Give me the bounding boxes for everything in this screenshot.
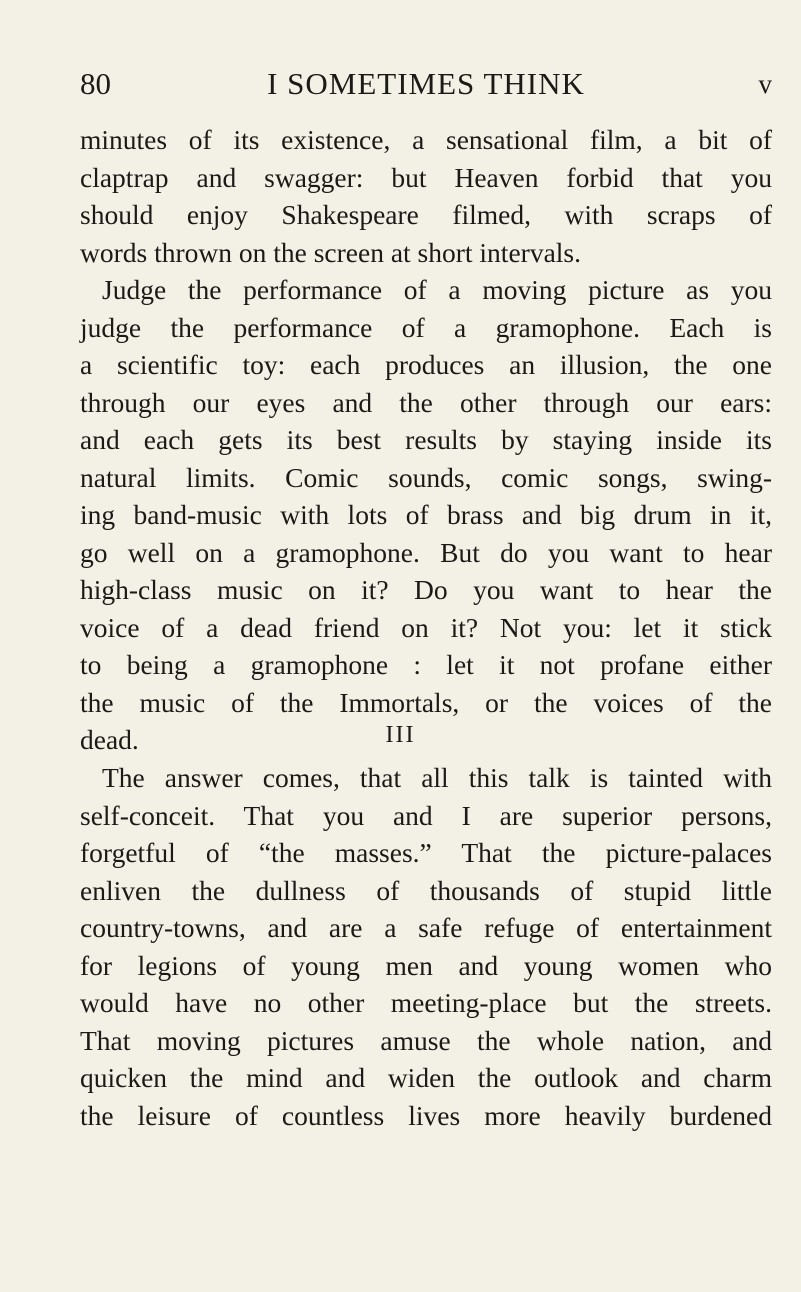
text-line: through our eyes and the other through our ears: <box>80 386 772 418</box>
section-heading: III <box>385 722 416 748</box>
text-line: the leisure of countless lives more heavily burdened <box>80 1099 772 1131</box>
text-line: natural limits. Comic sounds, comic songs, swing- <box>80 461 772 493</box>
text-line: quicken the mind and widen the outlook and charm <box>80 1062 772 1093</box>
text-line: enliven the dullness of thousands of stupid little <box>80 874 772 906</box>
text-line: go well on a gramophone. But do you want to hear <box>80 536 772 568</box>
text-line: the music of the Immortals, or the voices of the <box>80 686 772 718</box>
text-line: claptrap and swagger: but Heaven forbid that you <box>80 161 772 193</box>
text-line: ing band-music with lots of brass and big drum in it, <box>80 499 772 530</box>
section-mark: v <box>758 69 772 99</box>
text-line: Judge the performance of a moving picture as you <box>102 274 772 305</box>
text-line: high-class music on it? Do you want to hear the <box>80 574 772 605</box>
text-line: for legions of young men and young women who <box>80 949 772 981</box>
text-line: That moving pictures amuse the whole nation, and <box>80 1024 772 1056</box>
text-line: words thrown on the screen at short intervals. <box>80 236 581 268</box>
paragraph-block-2 <box>80 759 772 1134</box>
text-line: forgetful of “the masses.” That the picture-palaces <box>80 837 772 868</box>
text-line: minutes of its existence, a sensational film, a bit of <box>80 124 772 155</box>
text-line: should enjoy Shakespeare filmed, with scraps of <box>80 199 772 230</box>
text-line: dead. <box>80 724 139 755</box>
running-head <box>80 62 772 106</box>
text-line: country-towns, and are a safe refuge of entertainment <box>80 912 772 943</box>
paragraph-block-1 <box>80 121 772 759</box>
text-line: voice of a dead friend on it? Not you: let it stick <box>80 611 772 643</box>
text-line: to being a gramophone : let it not profane either <box>80 649 772 680</box>
text-line: would have no other meeting-place but the streets. <box>80 987 772 1018</box>
page-number: 80 <box>80 66 111 101</box>
running-title: I SOMETIMES THINK <box>267 66 585 101</box>
text-line: a scientific toy: each produces an illusion, the one <box>80 349 772 380</box>
text-line: self-conceit. That you and I are superior persons, <box>80 799 772 831</box>
text-line: and each gets its best results by staying inside its <box>80 424 772 455</box>
text-line: The answer comes, that all this talk is tainted with <box>102 762 772 793</box>
text-line: judge the performance of a gramophone. Each is <box>80 311 772 343</box>
